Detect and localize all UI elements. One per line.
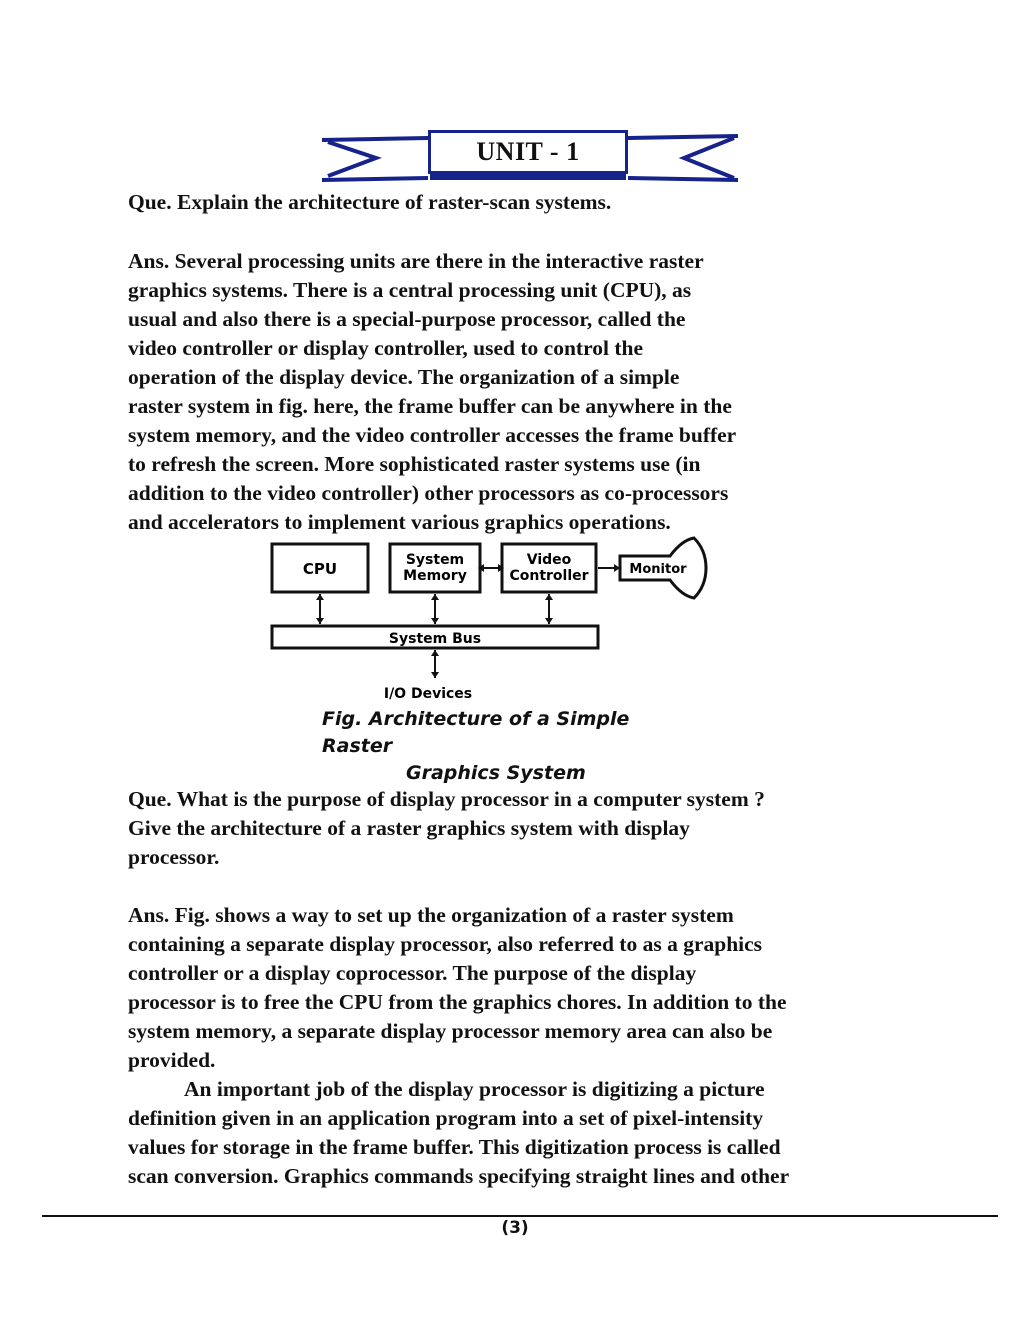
answer-line: and accelerators to implement various graphics operations. bbox=[128, 510, 671, 534]
paragraph-line: An important job of the display processor is digitizing a picture bbox=[184, 1077, 765, 1101]
answer-line: to refresh the screen. More sophisticated raster systems use (in bbox=[128, 452, 701, 476]
answer-line: operation of the display device. The organization of a simple bbox=[128, 365, 680, 389]
answer-line: raster system in fig. here, the frame buffer can be anywhere in the bbox=[128, 394, 732, 418]
figure-caption: Fig. Architecture of a Simple Raster Graphics System bbox=[322, 708, 630, 784]
q1-question: Que. Explain the architecture of raster-scan systems. bbox=[128, 190, 612, 214]
answer-line: system memory, a separate display processor memory area can also be bbox=[128, 1019, 773, 1043]
answer-line: controller or a display coprocessor. The purpose of the display bbox=[128, 961, 697, 985]
paragraph-line: scan conversion. Graphics commands specifying straight lines and other bbox=[128, 1164, 790, 1188]
system-bus-label: System Bus bbox=[388, 631, 482, 647]
answer-line: processor is to free the CPU from the graphics chores. In addition to the bbox=[128, 990, 787, 1014]
q2-question bbox=[128, 785, 765, 872]
cpu-label: CPU bbox=[302, 560, 338, 578]
answer-line: system memory, and the video controller accesses the frame buffer bbox=[128, 423, 737, 447]
answer-line: usual and also there is a special-purpose processor, called the bbox=[128, 307, 686, 331]
answer-line: Ans. Fig. shows a way to set up the organization of a raster system bbox=[128, 903, 734, 927]
video-controller-label: Video bbox=[526, 552, 572, 568]
answer-line: addition to the video controller) other processors as co-processors bbox=[128, 481, 729, 505]
q2-answer bbox=[128, 901, 789, 1191]
question-line: processor. bbox=[128, 845, 220, 869]
monitor-label: Monitor bbox=[629, 562, 687, 577]
question-line: Que. What is the purpose of display processor in a computer system ? bbox=[128, 787, 765, 811]
video-controller-label: Controller bbox=[509, 568, 589, 584]
io-devices-label: I/O Devices bbox=[383, 686, 473, 702]
answer-line: containing a separate display processor, also referred to as a graphics bbox=[128, 932, 763, 956]
q1-answer bbox=[128, 247, 736, 537]
unit-title: UNIT - 1 bbox=[428, 130, 628, 174]
footer-rule bbox=[42, 1215, 998, 1217]
paragraph-line: values for storage in the frame buffer. This digitization process is called bbox=[128, 1135, 781, 1159]
answer-line: graphics systems. There is a central processing unit (CPU), as bbox=[128, 278, 692, 302]
page-number: (3) bbox=[501, 1218, 529, 1238]
answer-line: video controller or display controller, used to control the bbox=[128, 336, 643, 360]
paragraph-line: definition given in an application program into a set of pixel-intensity bbox=[128, 1106, 764, 1130]
question-line: Give the architecture of a raster graphics system with display bbox=[128, 816, 690, 840]
system-memory-label: Memory bbox=[403, 568, 467, 584]
answer-line: Ans. Several processing units are there in the interactive raster bbox=[128, 249, 704, 273]
raster-architecture-diagram bbox=[262, 534, 722, 704]
answer-line: provided. bbox=[128, 1048, 216, 1072]
unit-banner bbox=[318, 126, 742, 186]
system-memory-label: System bbox=[405, 552, 465, 568]
